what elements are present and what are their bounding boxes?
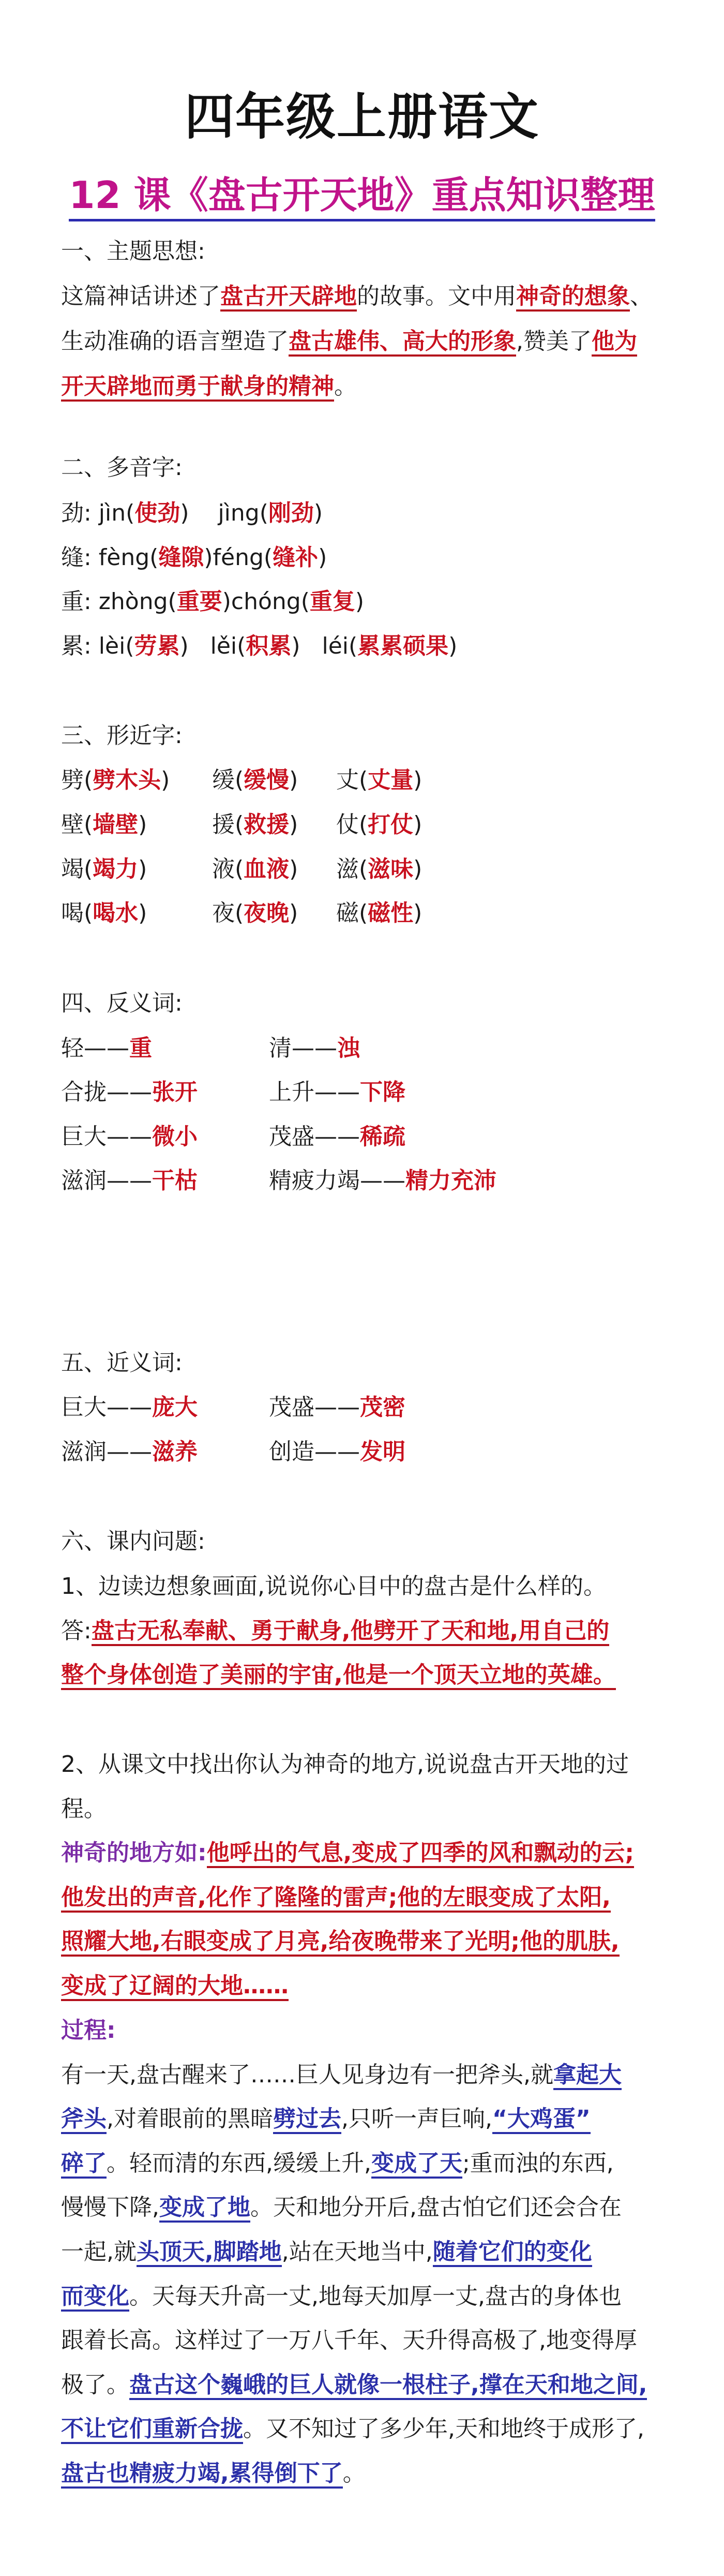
paren: ) [222, 588, 231, 615]
process-text: 。又不知过了多少年,天和地终于成形了, [243, 2416, 644, 2442]
synonym-term: 创造—— [269, 1439, 360, 1465]
process-text: 极了。 [61, 2372, 129, 2398]
process-line [61, 2362, 647, 2407]
char-word: 劈木头 [93, 767, 161, 793]
antonym-term: 轻—— [61, 1035, 129, 1061]
char-word: 救援 [244, 811, 290, 838]
char-word: 喝水 [93, 900, 139, 926]
synonym-row-cell [61, 1429, 198, 1474]
magic-text: 他发出的声音,化作了隆隆的雷声;他的左眼变成了太阳, [61, 1884, 611, 1913]
process-line [61, 2451, 366, 2496]
similar-char-row-cell [212, 891, 298, 936]
process-key: 不让它们重新合拢 [61, 2416, 243, 2444]
similar-char-row-cell [336, 802, 422, 847]
char-word: 丈量 [368, 767, 414, 793]
antonym-row-cell [61, 1158, 198, 1203]
antonym-row-cell [61, 1026, 152, 1071]
char-word: 缓慢 [244, 767, 290, 793]
char-item: 夜( [212, 900, 244, 926]
page-title: 四年级上册语文 [185, 88, 539, 146]
similar-char-row-cell [212, 847, 298, 892]
process-line [61, 2185, 622, 2230]
similar-char-row-cell [212, 758, 298, 803]
antonym-row-cell [269, 1114, 405, 1159]
section-theme [61, 229, 671, 409]
char-item: 滋( [336, 856, 368, 882]
process-line [61, 2141, 614, 2186]
theme-key: 神奇的想象 [516, 283, 630, 312]
theme-text: 。 [334, 373, 357, 399]
paren: ) [179, 633, 189, 659]
process-key: 变成了天 [371, 2150, 462, 2179]
magic-text: 变成了辽阔的大地…… [61, 1973, 289, 2001]
theme-text: 生动准确的语言塑造了 [61, 328, 289, 354]
question-2: 程。 [61, 1796, 107, 1822]
polyphone-reading: chóng( [231, 588, 310, 615]
antonym-term: 合拢—— [61, 1079, 152, 1105]
similar-char-row-cell [61, 758, 170, 803]
char-word: 夜晚 [244, 900, 290, 926]
subtitle-text: 12 课《盘古开天地》重点知识整理 [69, 173, 655, 221]
section-heading: 五、近义词: [61, 1350, 183, 1376]
polyphone-reading: 累: lèi( [61, 633, 134, 659]
antonym-row-cell [61, 1114, 198, 1159]
char-item: 壁( [61, 811, 93, 838]
process-text: ,对着眼前的黑暗 [107, 2106, 273, 2132]
polyphone-word: 刚劲 [268, 500, 314, 526]
char-item: ) [289, 767, 298, 793]
magic-line [61, 1875, 611, 1920]
process-text: ,只听一声巨响, [341, 2106, 492, 2132]
similar-char-row-cell [61, 802, 147, 847]
char-item: 仗( [336, 811, 368, 838]
process-text: 一起,就 [61, 2239, 137, 2265]
antonym-term: 上升—— [269, 1079, 360, 1105]
process-text: 有一天,盘古醒来了……巨人见身边有一把斧头,就 [61, 2062, 553, 2088]
antonym-row-cell [61, 1070, 198, 1115]
synonym-term: 巨大—— [61, 1394, 152, 1420]
synonym-row-cell [269, 1385, 405, 1430]
polyphone-word: 重复 [309, 588, 355, 615]
antonym-term: 滋润—— [61, 1167, 152, 1194]
polyphone-reading: 劲: jìn( [61, 500, 135, 526]
magic-line [61, 1919, 620, 1964]
polyphone-reading: lěi( [210, 633, 246, 659]
char-word: 墙壁 [93, 811, 139, 838]
similar-char-row-cell [61, 891, 147, 936]
question-1: 1、边读边想象画面,说说你心目中的盘古是什么样的。 [61, 1573, 606, 1600]
char-word: 滋味 [368, 856, 414, 882]
synonym-answer: 庞大 [152, 1394, 198, 1420]
char-word: 竭力 [93, 856, 139, 882]
magic-line [61, 1963, 289, 2008]
theme-text: 、 [630, 283, 653, 309]
char-item: 喝( [61, 900, 93, 926]
antonym-answer: 微小 [152, 1123, 198, 1150]
theme-text: ,赞美了 [516, 328, 592, 354]
magic-text: 照耀大地,右眼变成了月亮,给夜晚带来了光明;他的肌肤, [61, 1928, 620, 1957]
char-item: ) [413, 900, 423, 926]
process-text: 。 [342, 2460, 366, 2486]
magic-label: 神奇的地方如: [61, 1840, 207, 1866]
answer-1-line [61, 1608, 609, 1653]
theme-key: 他为 [592, 328, 637, 357]
antonym-term: 清—— [269, 1035, 337, 1061]
synonym-term: 滋润—— [61, 1439, 152, 1465]
process-key: 拿起大 [553, 2062, 622, 2090]
process-line [61, 2274, 622, 2319]
polyphone-row [61, 535, 327, 580]
char-item: ) [289, 811, 298, 838]
char-item: ) [138, 856, 147, 882]
process-text: ;重而浊的东西, [462, 2150, 614, 2177]
char-word: 打仗 [368, 811, 414, 838]
theme-paragraph [61, 274, 671, 409]
lesson-subtitle [0, 172, 724, 218]
antonym-answer: 下降 [360, 1079, 405, 1105]
section-heading: 一、主题思想: [61, 238, 205, 264]
paren: ) [355, 588, 365, 615]
process-line [61, 2229, 592, 2274]
char-item: ) [138, 900, 147, 926]
polyphone-word: 累累硕果 [357, 633, 449, 659]
antonym-term: 精疲力竭—— [269, 1167, 405, 1194]
char-item: ) [413, 856, 423, 882]
process-text: 跟着长高。这样过了一万八千年、天升得高极了,地变得厚 [61, 2327, 637, 2353]
polyphone-reading: jìng( [218, 500, 268, 526]
section-heading: 三、形近字: [61, 722, 183, 749]
char-item: 丈( [336, 767, 368, 793]
char-item: 援( [212, 811, 244, 838]
process-label-line [61, 2008, 116, 2053]
process-text: ,站在天地当中, [281, 2239, 433, 2265]
answer-1-line [61, 1652, 616, 1697]
char-item: ) [138, 811, 147, 838]
theme-key: 开天辟地而勇于献身的精神 [61, 373, 334, 402]
polyphone-reading: 重: zhòng( [61, 588, 177, 615]
process-text: 慢慢下降, [61, 2194, 159, 2220]
process-key: 盘古也精疲力竭,累得倒下了 [61, 2460, 343, 2489]
process-key: 盘古这个巍峨的巨人就像一根柱子,撑在天和地之间, [129, 2372, 647, 2400]
paren: ) [448, 633, 458, 659]
antonym-row-cell [269, 1026, 360, 1071]
polyphone-row [61, 491, 323, 536]
process-text: 。天和地分开后,盘古怕它们还会合在 [250, 2194, 622, 2220]
polyphone-word: 积累 [246, 633, 292, 659]
process-key: 碎了 [61, 2150, 107, 2179]
synonym-row-cell [269, 1429, 405, 1474]
answer-label: 答: [61, 1618, 92, 1644]
process-key: 随着它们的变化 [433, 2239, 592, 2267]
char-item: 劈( [61, 767, 93, 793]
antonym-answer: 张开 [152, 1079, 198, 1105]
paren: ) [204, 544, 213, 571]
antonym-row-cell [269, 1070, 405, 1115]
antonym-term: 巨大—— [61, 1123, 152, 1150]
process-line [61, 2318, 637, 2363]
synonym-answer: 发明 [360, 1439, 405, 1465]
answer-text: 盘古无私奉献、勇于献身,他劈开了天和地,用自己的 [92, 1618, 609, 1646]
magic-text: 他呼出的气息,变成了四季的风和飘动的云; [207, 1840, 634, 1868]
paren: ) [318, 544, 327, 571]
polyphone-reading: féng( [213, 544, 273, 571]
section-heading: 二、多音字: [61, 454, 183, 481]
char-item: ) [289, 900, 298, 926]
theme-key: 盘古雄伟、高大的形象 [289, 328, 516, 357]
question-2: 2、从课文中找出你认为神奇的地方,说说盘古开天地的过 [61, 1751, 629, 1778]
char-item: ) [413, 767, 423, 793]
similar-char-row-cell [61, 847, 147, 892]
similar-char-row-cell [336, 847, 422, 892]
antonym-row-cell [269, 1158, 496, 1203]
process-line [61, 2096, 591, 2141]
char-item: ) [161, 767, 170, 793]
polyphone-word: 缝补 [273, 544, 319, 571]
antonym-answer: 重 [129, 1035, 152, 1061]
paren: ) [291, 633, 300, 659]
char-item: 磁( [336, 900, 368, 926]
synonym-answer: 滋养 [152, 1439, 198, 1465]
process-key: 斧头 [61, 2106, 107, 2134]
polyphone-row [61, 624, 457, 669]
process-key: 变成了地 [159, 2194, 250, 2223]
polyphone-word: 劳累 [134, 633, 180, 659]
char-word: 磁性 [368, 900, 414, 926]
process-text: 。天每天升高一丈,地每天加厚一丈,盘古的身体也 [129, 2283, 622, 2309]
process-key: “大鸡蛋” [492, 2106, 591, 2134]
process-line [61, 2052, 622, 2097]
similar-char-row-cell [212, 802, 298, 847]
process-text: 。轻而清的东西,缓缓上升, [107, 2150, 371, 2177]
polyphone-reading: 缝: fèng( [61, 544, 159, 571]
answer-text: 整个身体创造了美丽的宇宙,他是一个顶天立地的英雄。 [61, 1662, 616, 1690]
synonym-answer: 茂密 [360, 1394, 405, 1420]
char-word: 血液 [244, 856, 290, 882]
theme-text: 这篇神话讲述了 [61, 283, 220, 309]
section-heading: 六、课内问题: [61, 1528, 205, 1555]
paren: ) [313, 500, 323, 526]
polyphone-word: 使劲 [134, 500, 180, 526]
magic-line [61, 1830, 634, 1875]
char-item: 液( [212, 856, 244, 882]
char-item: ) [289, 856, 298, 882]
process-label: 过程: [61, 2017, 116, 2044]
synonym-term: 茂盛—— [269, 1394, 360, 1420]
theme-key: 盘古开天辟地 [220, 283, 357, 312]
antonym-answer: 精力充沛 [405, 1167, 496, 1194]
section-heading: 四、反义词: [61, 990, 183, 1016]
process-key: 而变化 [61, 2283, 129, 2312]
process-key: 头顶天,脚踏地 [137, 2239, 282, 2267]
antonym-term: 茂盛—— [269, 1123, 360, 1150]
char-item: 竭( [61, 856, 93, 882]
antonym-answer: 浊 [337, 1035, 360, 1061]
polyphone-word: 缝隙 [158, 544, 204, 571]
paren: ) [180, 500, 189, 526]
similar-char-row-cell [336, 891, 422, 936]
polyphone-reading: léi( [322, 633, 358, 659]
synonym-row-cell [61, 1385, 198, 1430]
antonym-answer: 干枯 [152, 1167, 198, 1194]
theme-text: 的故事。文中用 [357, 283, 516, 309]
antonym-answer: 稀疏 [360, 1123, 405, 1150]
similar-char-row-cell [336, 758, 422, 803]
polyphone-row [61, 579, 364, 624]
char-item: 缓( [212, 767, 244, 793]
char-item: ) [413, 811, 423, 838]
process-line [61, 2406, 644, 2451]
polyphone-word: 重要 [176, 588, 222, 615]
process-key: 劈过去 [273, 2106, 341, 2134]
